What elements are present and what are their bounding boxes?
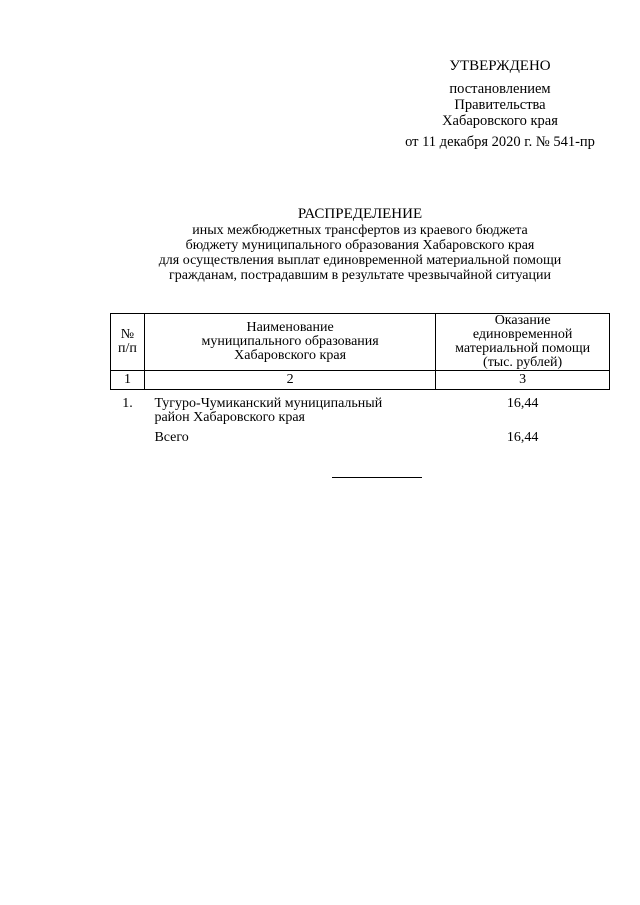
row-number: 1.: [122, 396, 133, 411]
header-amount-line: единовременной: [472, 327, 573, 342]
header-name-line: Хабаровского края: [234, 348, 347, 363]
column-number: 3: [436, 371, 610, 390]
header-amount: [436, 314, 610, 371]
approval-date: от 11 декабря 2020 г. № 541-пр: [405, 134, 595, 150]
distribution-table: [110, 313, 610, 445]
approval-line-3: Хабаровского края: [442, 113, 558, 129]
approval-line-2: Правительства: [454, 97, 546, 113]
document-heading: [100, 205, 620, 283]
row-municipality-line: Тугуро-Чумиканский муниципальный: [154, 396, 383, 411]
column-number: 1: [111, 371, 145, 390]
document-subtitle-line: бюджету муниципального образования Хабаровского края: [185, 238, 535, 253]
document-subtitle-line: иных межбюджетных трансфертов из краевого бюджета: [192, 223, 528, 238]
column-number: 2: [144, 371, 435, 390]
column-number-row: [111, 371, 610, 390]
header-amount-line: материальной помощи: [455, 341, 591, 356]
header-num-line: п/п: [118, 341, 137, 356]
row-amount: 16,44: [506, 396, 539, 411]
approval-line-1: постановлением: [449, 81, 551, 97]
row-municipality-line: район Хабаровского края: [154, 410, 305, 425]
header-amount-line: Оказание: [494, 313, 551, 328]
approval-block: [380, 58, 620, 150]
row-municipality: [144, 390, 435, 426]
total-row: [111, 425, 610, 445]
table-row: [111, 390, 610, 426]
document-title: РАСПРЕДЕЛЕНИЕ: [297, 206, 423, 222]
header-amount-line: (тыс. рублей): [483, 355, 563, 370]
header-num-line: №: [120, 327, 135, 342]
header-name-line: Наименование: [246, 320, 334, 335]
total-label: Всего: [154, 430, 189, 445]
approval-stamp: УТВЕРЖДЕНО: [449, 58, 551, 74]
header-name-line: муниципального образования: [201, 334, 379, 349]
header-num: [111, 314, 145, 371]
table-header-row: [111, 314, 610, 371]
total-amount: 16,44: [506, 430, 539, 445]
header-name: [144, 314, 435, 371]
closing-rule: [332, 477, 422, 478]
total-empty-cell: [111, 425, 145, 445]
document-subtitle-line: гражданам, пострадавшим в результате чрезвычайной ситуации: [169, 268, 551, 283]
document-subtitle-line: для осуществления выплат единовременной материальной помощи: [158, 253, 562, 268]
